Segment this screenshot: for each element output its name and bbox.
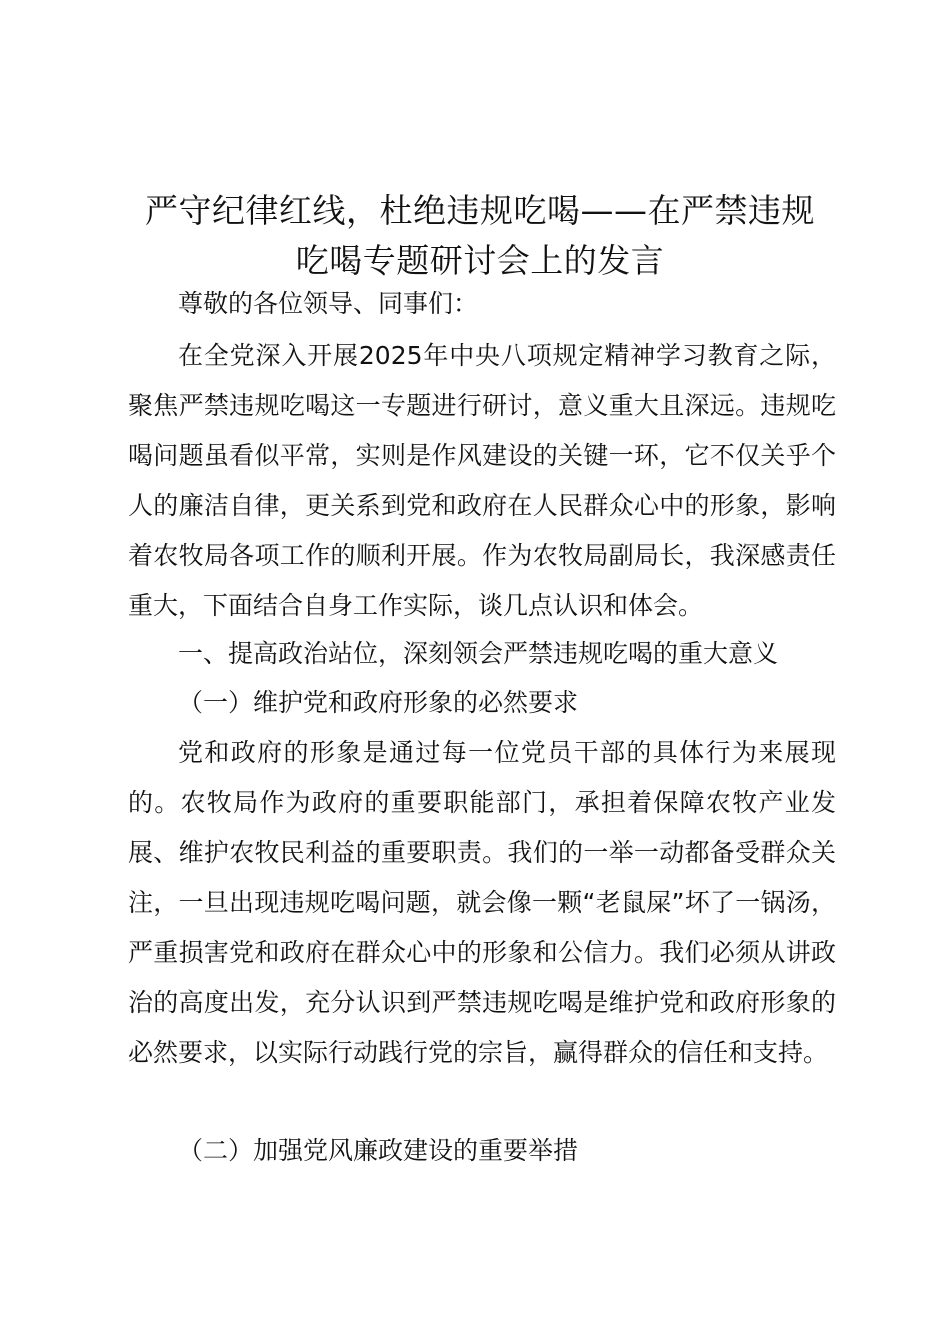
section-heading-1: 一、提高政治站位，深刻领会严禁违规吃喝的重大意义: [178, 639, 779, 668]
subsection-heading-1: （一）维护党和政府形象的必然要求: [178, 688, 579, 717]
salutation: 尊敬的各位领导、同事们：: [178, 289, 479, 318]
subsection-heading-2: （二）加强党风廉政建设的重要举措: [178, 1136, 579, 1165]
paragraph-intro: 在全党深入开展2025年中央八项规定精神学习教育之际，聚焦严禁违规吃喝这一专题进行研讨，意义重大且深远。违规吃喝问题虽看似平常，实则是作风建设的关键一环，它不仅关乎个人的廉洁自律，更关系到党和政府在人民群众心中的形象，影响着农牧局各项工作的顺利开展。作为农牧局副局长，我深感责任重大，下面结合自身工作实际，谈几点认识和体会。: [128, 341, 836, 620]
title-line-1: 严守纪律红线，杜绝违规吃喝——在严禁违规: [145, 191, 815, 230]
document-title: [110, 186, 850, 286]
title-line-2: 吃喝专题研讨会上的发言: [295, 241, 665, 280]
paragraph-image: 党和政府的形象是通过每一位党员干部的具体行为来展现的。农牧局作为政府的重要职能部门，承担着保障农牧产业发展、维护农牧民利益的重要职责。我们的一举一动都备受群众关注，一旦出现违规吃喝问题，就会像一颗“老鼠屎”坏了一锅汤，严重损害党和政府在群众心中的形象和公信力。我们必须从讲政治的高度出发，充分认识到严禁违规吃喝是维护党和政府形象的必然要求，以实际行动践行党的宗旨，赢得群众的信任和支持。: [128, 738, 836, 1067]
